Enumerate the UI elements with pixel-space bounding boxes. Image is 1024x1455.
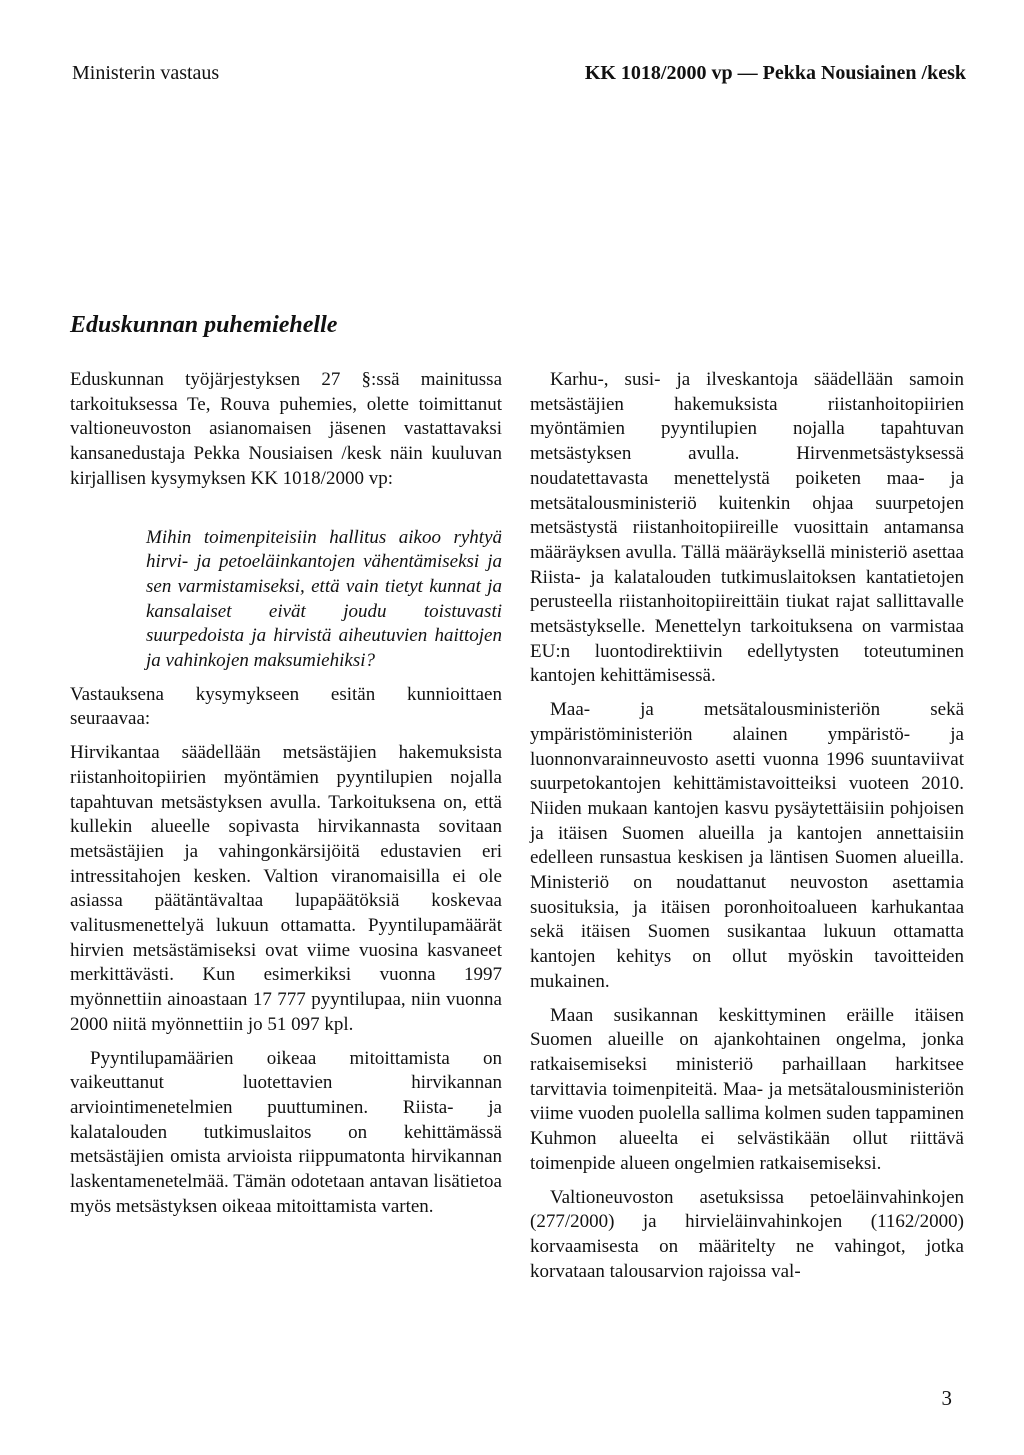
paragraph-permit-estimation: Pyyntilupamäärien oikeaa mitoittamista on vaikeuttanut luotettavien hirvikannan arviointimenetelmien puuttuminen. Riista- ja kalatalouden tutkimuslaitos on kehittämässä metsästäjien omista arvioista riippumatonta hirvikannan laskentamenetelmää. Tämän odotetaan antavan lisätietoa myös metsästyksen oikeaa mitoittamista varten.: [70, 1047, 502, 1217]
paragraph-council-guidelines: Maa- ja metsätalousministeriön sekä ympäristöministeriön alainen ympäristö- ja luonnonvarainneuvosto asetti vuonna 1996 suuntaviivat suurpetokantojen kehittämistavoitteiksi vuoteen 2010. Niiden mukaan kantojen kasvu pysäytettäisiin pohjoisen ja itäisen Suomen alueilla ja kantojen annettaisiin edelleen runsastua keskisen ja läntisen Suomen alueilla. Ministeriö on noudattanut neuvoston asettamia suosituksia, ja itäisen poronhoitoalueen karhukantaa sekä itäisen Suomen susikantaa lukuun ottamatta kantojen kehitys on ollut myöskin tavoitteiden mukainen.: [530, 699, 964, 992]
paragraph-large-predators: Karhu-, susi- ja ilveskantoja säädellään samoin metsästäjien hakemuksista riistanhoitopiirien myöntämien pyyntilupien nojalla tapahtuvan metsästyksen avulla. Hirvenmetsästyksessä noudatettavasta menettelystä poiketen maa- ja metsätalousministeriö kuitenkin ohjaa suurpetojen metsästystä riistanhoitopiireille vuosittain antamansa määräyksen avulla. Tällä määräyksellä ministeriö asettaa Riista- ja kalatalouden tutkimuslaitoksen kantatietojen perusteella riistanhoitopiireittäin tiukat rajat sallittavalle metsästykselle. Menettelyn tarkoituksena on varmistaa EU:n luontodirektiivin edellytysten toteutuminen kantojen kehittämisessä.: [530, 369, 964, 687]
salutation-heading: Eduskunnan puhemiehelle: [70, 312, 338, 338]
answer-intro-paragraph: Vastauksena kysymykseen esitän kunnioittaen seuraavaa:: [70, 683, 502, 730]
left-text-column: [70, 368, 502, 1229]
paragraph-compensation: Valtioneuvoston asetuksissa petoeläinvahinkojen (277/2000) ja hirvieläinvahinkojen (1162/2000) korvaamisesta on määritelty ne vahingot, jotka korvataan talousarvion rajoissa val-: [530, 1186, 964, 1282]
header-section-label: Ministerin vastaus: [72, 62, 220, 84]
header-document-reference: KK 1018/2000 vp — Pekka Nousiainen /kesk: [584, 62, 966, 84]
paragraph-wolf-problem: Maan susikannan keskittyminen eräille itäisen Suomen alueille on ajankohtainen ongelma, jonka ratkaisemiseksi ministeriö parhaillaan harkitsee tarvittavia toimenpiteitä. Maa- ja metsätalousministeriön viime vuoden puolella sallima kolmen suden tappaminen Kuhmon alueelta ei selvästikään ollut riittävä toimenpide alueen ongelmien ratkaisemiseksi.: [530, 1004, 964, 1174]
intro-paragraph: Eduskunnan työjärjestyksen 27 §:ssä mainitussa tarkoituksessa Te, Rouva puhemies, olette toimittanut valtioneuvoston asianomaisen jäsenen vastattavaksi kansanedustaja Pekka Nousiaisen /kesk näin kuuluvan kirjallisen kysymyksen KK 1018/2000 vp:: [70, 369, 502, 489]
page-number: 3: [941, 1386, 952, 1410]
question-quote: Mihin toimenpiteisiin hallitus aikoo ryhtyä hirvi- ja petoeläinkantojen vähentämiseksi ja sen varmistamiseksi, että vain tietyt kunnat ja kansalaiset eivät joudu toistuvasti suurpedoista ja hirvistä aiheutuvien haittojen ja vahinkojen maksumiehiksi?: [146, 526, 502, 672]
right-text-column: [530, 368, 964, 1293]
paragraph-moose-permits: Hirvikantaa säädellään metsästäjien hakemuksista riistanhoitopiirien myöntämien pyyntilupien nojalla tapahtuvan metsästyksen avulla. Tarkoituksena on, että kullekin alueelle sopivasta hirvikannasta sovitaan metsästäjien ja vahingonkärsijöitä edustavien eri intressitahojen kesken. Valtion viranomaisilla ei ole asiassa päätäntävaltaa lupapäätöksiä koskevaa valitusmenettelyä lukuun ottamatta. Pyyntilupamäärät hirvien metsästämiseksi ovat viime vuosina kasvaneet merkittävästi. Kun esimerkiksi vuonna 1997 myönnettiin ainoastaan 17 777 pyyntilupaa, niin vuonna 2000 niitä myönnettiin jo 51 097 kpl.: [70, 742, 502, 1035]
